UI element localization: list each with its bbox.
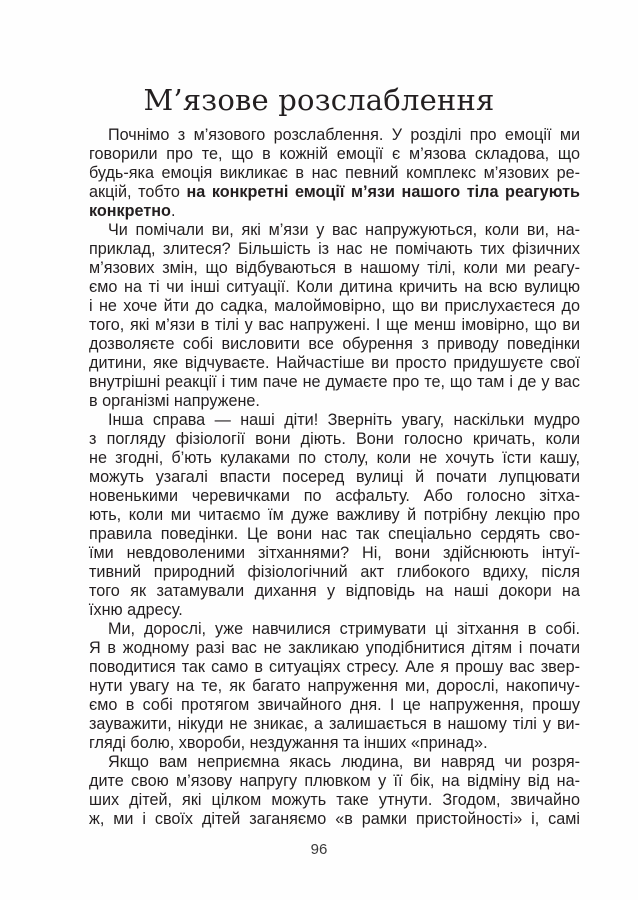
text-line: тивний природний фізіологічний акт глибокого вдиху, після	[89, 563, 580, 581]
paragraph	[89, 753, 580, 829]
text-line: їхню адресу.	[89, 601, 183, 619]
text-line: дозволяєте собі висловити все обурення з приводу поведінки	[89, 335, 580, 353]
text-line: приклад, злитеся? Більшість із нас не помічають тих фізичних	[89, 240, 580, 258]
text-line: зауважити, нікуди не зникає, а залишається в нашому тілі у ви-	[89, 715, 580, 733]
text-line: не згодні, б’ють кулаками по столу, коли не хочуть їсти кашу,	[89, 449, 580, 467]
text-line: говорили про те, що в кожній емоції є м’язова складова, що	[89, 145, 580, 163]
text-line: того, які м’язи в тілі у вас напружені. І ще менш імовірно, що ви	[89, 316, 580, 334]
text-line	[89, 183, 580, 202]
text-line	[89, 202, 580, 221]
text-line: можуть узагалі впасти посеред вулиці й почати лупцювати	[89, 468, 580, 486]
bold-emphasis: конкретно	[89, 202, 171, 220]
text-line: їми невдоволеними зітханнями? Ні, вони здійснюють інтуї-	[89, 544, 580, 562]
text-line: ємо в собі протягом звичайного дня. І це напруження, прошу	[89, 696, 580, 714]
text-line: в організмі напружене.	[89, 392, 260, 410]
text-line: з погляду фізіології вони діють. Вони голосно кричать, коли	[89, 430, 580, 448]
body-text	[89, 126, 580, 829]
text-line: Ми, дорослі, уже навчилися стримувати ці зітхання в собі.	[108, 620, 580, 638]
section-title: М’язове розслаблення	[143, 83, 495, 117]
text-line: Інша справа — наші діти! Зверніть увагу, наскільки мудро	[108, 411, 580, 429]
text-line: правила поведінки. Це вони нас так спеціально сердять сво-	[89, 525, 580, 543]
text-line: дите свою м’язову напругу плювком у її бік, на відміну від на-	[89, 772, 580, 790]
text-line: ж, ми і своїх дітей заганяємо «в рамки пристойності» і, самі	[89, 810, 580, 828]
text-line: гляді болю, хвороби, нездужання та інших «принад».	[89, 734, 488, 752]
paragraph	[89, 620, 580, 753]
bold-emphasis: на конкретні емоції м’язи нашого тіла реагують	[186, 183, 580, 201]
paragraph	[89, 126, 580, 221]
text-line: ють, коли ми читаємо їм дуже важливу й потрібну лекцію про	[89, 506, 580, 524]
paragraph	[89, 411, 580, 620]
text-line: Чи помічали ви, які м’язи у вас напружуються, коли ви, на-	[108, 221, 580, 239]
text-line: Якщо вам неприємна якась людина, ви навряд чи розря-	[108, 753, 580, 771]
text-span: .	[170, 202, 176, 220]
text-line: внутрішні реакції і тим паче не думаєте про те, що там і де у вас	[89, 373, 580, 391]
text-line: Почнімо з м’язового розслаблення. У розділі про емоції ми	[108, 126, 580, 144]
paragraph	[89, 221, 580, 411]
text-line: того як затамували дихання у відповідь на наші докори на	[89, 582, 580, 600]
page-number: 96	[310, 841, 328, 858]
text-line: новенькими черевичками по асфальту. Або голосно зітха-	[89, 487, 580, 505]
text-line: м’язових змін, що відбуваються в нашому тілі, коли ми реагу-	[89, 259, 580, 277]
text-line: будь-яка емоція викликає в нас певний комплекс м’язових ре-	[89, 164, 580, 182]
text-line: дитини, яке відчуваєте. Найчастіше ви просто придушуєте свої	[89, 354, 580, 372]
text-line: Я в жодному разі вас не закликаю уподібнитися дітям і почати	[89, 639, 580, 657]
text-line: нути увагу на те, як багато напруження ми, дорослі, накопичу-	[89, 677, 580, 695]
text-span: акцій, тобто	[89, 183, 187, 201]
text-line: ємо на ті чи інші ситуації. Коли дитина кричить на всю вулицю	[89, 278, 580, 296]
text-line: поводитися так само в ситуаціях стресу. Але я прошу вас звер-	[89, 658, 580, 676]
text-line: і не хоче йти до садка, малоймовірно, що ви прислухаєтеся до	[89, 297, 580, 315]
text-line: ших дітей, які цілком можуть таке утнути. Згодом, звичайно	[89, 791, 580, 809]
